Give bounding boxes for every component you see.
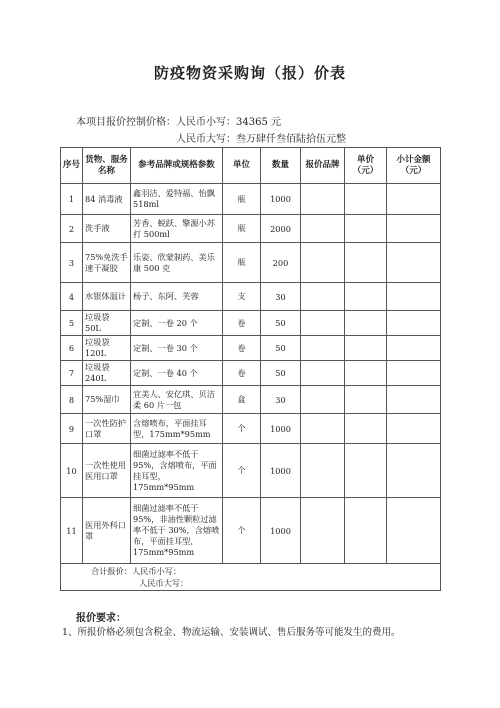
table-row [61, 243, 441, 283]
row-number: 6 [61, 336, 83, 361]
unit-price-cell[interactable] [345, 184, 387, 215]
page-title: 防疫物资采购询（报）价表 [153, 64, 346, 82]
control-price-small: 本项目报价控制价格：人民币小写：34365 元 [76, 117, 281, 128]
row-number: 3 [61, 243, 83, 283]
item-name: 一次性使用医用口罩 [83, 444, 131, 498]
requirements-heading: 报价要求： [76, 613, 126, 624]
item-name: 垃圾袋 50L [83, 311, 131, 336]
item-name: 洗手液 [83, 215, 131, 243]
table-row [61, 444, 441, 498]
item-name: 垃圾袋 240L [83, 361, 131, 386]
item-unit: 瓶 [223, 184, 261, 215]
item-unit: 个 [223, 444, 261, 498]
item-name: 一次性防护口罩 [83, 414, 131, 444]
item-quantity: 1000 [261, 414, 301, 444]
quote-brand-cell[interactable] [301, 498, 345, 564]
header-cell: 小计金额（元） [387, 148, 441, 184]
total-cell [61, 564, 441, 591]
item-name: 75%湿巾 [83, 386, 131, 414]
item-name: 84 消毒液 [83, 184, 131, 215]
item-spec: 芳香、蜕跃、擎源小苏打 500ml [131, 215, 223, 243]
quote-brand-cell[interactable] [301, 386, 345, 414]
header-cell: 单价（元） [345, 148, 387, 184]
quote-brand-cell[interactable] [301, 283, 345, 311]
quote-table [60, 147, 441, 591]
row-number: 1 [61, 184, 83, 215]
unit-price-cell[interactable] [345, 243, 387, 283]
item-quantity: 2000 [261, 215, 301, 243]
header-cell: 参考品牌或规格参数 [131, 148, 223, 184]
unit-price-cell[interactable] [345, 444, 387, 498]
item-quantity: 1000 [261, 184, 301, 215]
quote-brand-cell[interactable] [301, 336, 345, 361]
header-cell: 数量 [261, 148, 301, 184]
unit-price-cell[interactable] [345, 361, 387, 386]
control-price-big: 人民币大写：叁万肆仟叁佰陆拾伍元整 [176, 134, 346, 145]
row-number: 4 [61, 283, 83, 311]
item-unit: 卷 [223, 311, 261, 336]
item-quantity: 30 [261, 283, 301, 311]
subtotal-cell[interactable] [387, 243, 441, 283]
subtotal-cell[interactable] [387, 336, 441, 361]
subtotal-cell[interactable] [387, 215, 441, 243]
item-name: 医用外科口罩 [83, 498, 131, 564]
item-unit: 卷 [223, 361, 261, 386]
item-unit: 卷 [223, 336, 261, 361]
unit-price-cell[interactable] [345, 386, 387, 414]
quote-brand-cell[interactable] [301, 414, 345, 444]
total-big-label: 人民币大写： [139, 578, 189, 588]
item-quantity: 1000 [261, 444, 301, 498]
item-quantity: 200 [261, 243, 301, 283]
item-unit: 个 [223, 498, 261, 564]
unit-price-cell[interactable] [345, 311, 387, 336]
item-quantity: 50 [261, 361, 301, 386]
quote-brand-cell[interactable] [301, 444, 345, 498]
table-row [61, 336, 441, 361]
table-row [61, 498, 441, 564]
subtotal-cell[interactable] [387, 386, 441, 414]
item-name: 水银体温计 [83, 283, 131, 311]
table-row [61, 184, 441, 215]
subtotal-cell[interactable] [387, 283, 441, 311]
requirement-item: 1、所报价格必须包含税金、物流运输、安装调试、售后服务等可能发生的费用。 [62, 627, 401, 638]
unit-price-cell[interactable] [345, 498, 387, 564]
table-row [61, 283, 441, 311]
item-name: 75%免洗手速干凝胶 [83, 243, 131, 283]
item-unit: 盒 [223, 386, 261, 414]
item-unit: 支 [223, 283, 261, 311]
item-spec: 细菌过滤率不低于 95%，含熔喷布，平面挂耳型，175mm*95mm [131, 444, 223, 498]
table-row [61, 414, 441, 444]
row-number: 8 [61, 386, 83, 414]
item-spec: 乐姿、欣蒙制药、美乐康 500 克 [131, 243, 223, 283]
header-row [61, 148, 441, 184]
item-spec: 定制、一卷 40 个 [131, 361, 223, 386]
header-cell: 单位 [223, 148, 261, 184]
item-spec: 杨子、东阿、芙蓉 [131, 283, 223, 311]
row-number: 2 [61, 215, 83, 243]
subtotal-cell[interactable] [387, 414, 441, 444]
header-cell: 货物、服务名称 [83, 148, 131, 184]
total-small-label: 合计报价：人民币小写： [91, 566, 182, 576]
row-number: 9 [61, 414, 83, 444]
item-name: 垃圾袋 120L [83, 336, 131, 361]
item-quantity: 50 [261, 336, 301, 361]
subtotal-cell[interactable] [387, 361, 441, 386]
subtotal-cell[interactable] [387, 184, 441, 215]
item-quantity: 50 [261, 311, 301, 336]
item-spec: 定制、一卷 20 个 [131, 311, 223, 336]
row-number: 5 [61, 311, 83, 336]
table-row [61, 386, 441, 414]
item-spec: 宜美人、安亿琪、贝洁柔 60 片一包 [131, 386, 223, 414]
unit-price-cell[interactable] [345, 215, 387, 243]
item-spec: 细菌过滤率不低于 95%，非油性颗粒过滤率不低于 30%，含熔喷布，平面挂耳型，175mm*95mm [131, 498, 223, 564]
quote-brand-cell[interactable] [301, 243, 345, 283]
subtotal-cell[interactable] [387, 444, 441, 498]
table-row [61, 215, 441, 243]
total-row [61, 564, 441, 591]
item-quantity: 1000 [261, 498, 301, 564]
table-row [61, 361, 441, 386]
quote-brand-cell[interactable] [301, 311, 345, 336]
item-spec: 定制、一卷 30 个 [131, 336, 223, 361]
item-spec: 鑫羽洁、爱特福、怡飘 518ml [131, 184, 223, 215]
unit-price-cell[interactable] [345, 336, 387, 361]
row-number: 10 [61, 444, 83, 498]
item-unit: 瓶 [223, 243, 261, 283]
row-number: 11 [61, 498, 83, 564]
unit-price-cell[interactable] [345, 283, 387, 311]
header-cell: 报价品牌 [301, 148, 345, 184]
subtotal-cell[interactable] [387, 498, 441, 564]
item-spec: 含熔喷布，平面挂耳型，175mm*95mm [131, 414, 223, 444]
item-unit: 瓶 [223, 215, 261, 243]
quote-brand-cell[interactable] [301, 361, 345, 386]
row-number: 7 [61, 361, 83, 386]
quote-brand-cell[interactable] [301, 184, 345, 215]
header-cell: 序号 [61, 148, 83, 184]
item-unit: 个 [223, 414, 261, 444]
unit-price-cell[interactable] [345, 414, 387, 444]
subtotal-cell[interactable] [387, 311, 441, 336]
item-quantity: 30 [261, 386, 301, 414]
table-row [61, 311, 441, 336]
quote-brand-cell[interactable] [301, 215, 345, 243]
